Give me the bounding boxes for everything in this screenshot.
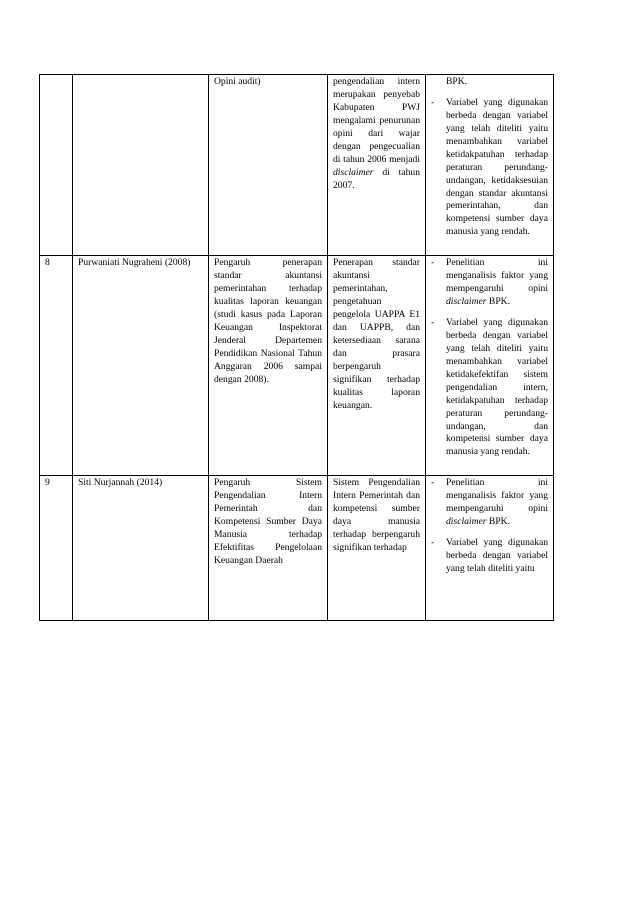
result-text: di tahun 2007. xyxy=(333,166,420,191)
author-cell xyxy=(73,256,209,476)
table-row xyxy=(40,75,554,256)
difference-text: BPK. xyxy=(446,76,468,87)
difference-text: BPK. xyxy=(486,516,510,528)
differences-cell xyxy=(426,256,554,476)
author-cell xyxy=(73,75,209,256)
row-number-cell xyxy=(40,476,73,621)
result-cell xyxy=(328,75,426,256)
dash-bullet: - xyxy=(431,96,435,108)
result-cell xyxy=(328,476,426,621)
differences-cell xyxy=(426,75,554,256)
author-name: Siti Nurjannah (2014) xyxy=(78,477,163,489)
differences-cell xyxy=(426,476,554,621)
difference-item xyxy=(431,257,548,309)
difference-item xyxy=(431,317,548,459)
table-row xyxy=(40,256,554,476)
result-text: Sistem Pengendalian Intern Pemerintah dan kompetensi sumber daya manusia terhadap berpengaruh signifikan terhadap xyxy=(333,477,420,553)
differences-list xyxy=(431,76,548,239)
result-cell xyxy=(328,256,426,476)
difference-term: disclaimer xyxy=(446,296,487,308)
literature-review-table xyxy=(39,74,554,621)
dash-bullet: - xyxy=(431,537,435,549)
author-name: Purwaniati Nugraheni (2008) xyxy=(78,257,191,269)
difference-text: Variabel yang digunakan berbeda dengan variabel yang telah diteliti yaitu menambahkan variabel ketidakefektifan sistem pengendalian intern, ketidakpatuhan terhadap peraturan perundang-undangan, dan kompetensi sumber daya manusia yang rendah. xyxy=(446,317,548,458)
row-number-cell xyxy=(40,256,73,476)
difference-term: disclaimer xyxy=(446,516,487,528)
research-title: Opini audit) xyxy=(214,76,261,87)
dash-bullet: - xyxy=(431,257,435,269)
row-number: 9 xyxy=(45,477,50,489)
difference-text: Variabel yang digunakan berbeda dengan variabel yang telah diteliti yaitu xyxy=(446,537,548,574)
difference-text: Penelitian ini menganalisis faktor yang mempengaruhi opini xyxy=(446,257,548,295)
table-row xyxy=(40,476,554,621)
dash-bullet: - xyxy=(431,477,435,489)
difference-text: BPK. xyxy=(486,296,510,308)
title-cell xyxy=(209,476,328,621)
research-title: Pengaruh Sistem Pengendalian Intern Pemerintah dan Kompetensi Sumber Daya Manusia terhadap Efektifitas Pengelolaan Keuangan Daerah xyxy=(214,477,322,566)
differences-list xyxy=(431,257,548,459)
dash-bullet: - xyxy=(431,317,435,328)
row-number: 8 xyxy=(45,257,50,269)
author-cell xyxy=(73,476,209,621)
title-cell xyxy=(209,256,328,476)
difference-item xyxy=(431,97,548,239)
differences-list xyxy=(431,477,548,576)
difference-item xyxy=(431,537,548,576)
difference-text: Variabel yang digunakan berbeda dengan variabel yang telah diteliti yaitu menambahkan variabel ketidakpatuhan terhadap peraturan perundang-undangan, ketidaksesuian dengan standar akuntansi pemerintahan, dan kompetensi sumber daya manusia yang rendah. xyxy=(446,96,548,238)
result-text: pengendalian intern merupakan penyebab Kabupaten PWJ mengalami penurunan opini dari wajar dengan pengecualian di tahun 2006 menjadi xyxy=(333,76,420,165)
difference-text: Penelitian ini menganalisis faktor yang mempengaruhi opini xyxy=(446,477,548,515)
result-text: Penerapan standar akuntansi pemerintahan, pengetahuan pengelola UAPPA E1 dan UAPPB, dan ketersediaan sarana dan prasara berpengaruh signifikan terhadap kualitas laporan keuangan. xyxy=(333,257,420,411)
title-cell xyxy=(209,75,328,256)
difference-item xyxy=(431,76,548,89)
table-body xyxy=(40,75,554,621)
row-number-cell xyxy=(40,75,73,256)
result-term: disclaimer xyxy=(333,166,374,178)
research-title: Pengaruh penerapan standar akuntansi pemerintahan terhadap kualitas laporan keuangan (studi kasus pada Laporan Keuangan Inspektorat Jenderal Departemen Pendidikan Nasional Tahun Anggaran 2006 sampai dengan 2008). xyxy=(214,257,322,385)
difference-item xyxy=(431,477,548,529)
